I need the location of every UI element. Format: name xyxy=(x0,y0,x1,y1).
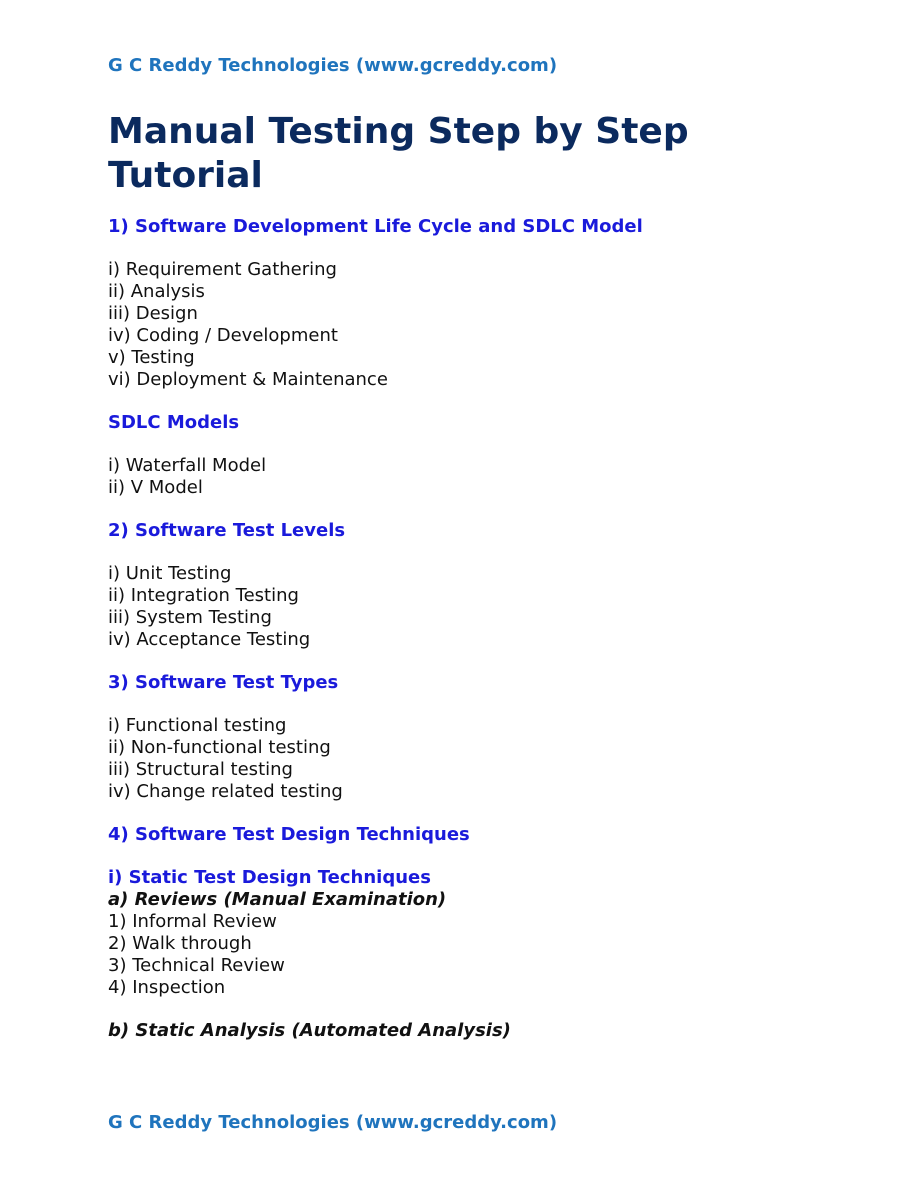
list-item: i) Functional testing xyxy=(108,715,287,736)
list-item: 3) Technical Review xyxy=(108,955,285,976)
section-heading-test-types: 3) Software Test Types xyxy=(108,672,339,693)
list-item: 4) Inspection xyxy=(108,977,226,998)
list-item: i) Unit Testing xyxy=(108,563,232,584)
page-footer: G C Reddy Technologies (www.gcreddy.com) xyxy=(108,1112,558,1133)
list-item: ii) Integration Testing xyxy=(108,585,299,606)
list-item: i) Requirement Gathering xyxy=(108,259,337,280)
section-heading-sdlc: 1) Software Development Life Cycle and SDLC Model xyxy=(108,216,643,237)
page-title: Manual Testing Step by Step Tutorial xyxy=(108,111,689,196)
subsection-heading-reviews: a) Reviews (Manual Examination) xyxy=(108,889,447,910)
list-item: v) Testing xyxy=(108,347,195,368)
list-item: vi) Deployment & Maintenance xyxy=(108,369,388,390)
list-item: iv) Change related testing xyxy=(108,781,343,802)
section-heading-test-levels: 2) Software Test Levels xyxy=(108,520,346,541)
list-item: iii) System Testing xyxy=(108,607,272,628)
list-item: iii) Design xyxy=(108,303,198,324)
list-item: ii) Analysis xyxy=(108,281,205,302)
list-item: 1) Informal Review xyxy=(108,911,277,932)
list-item: iv) Acceptance Testing xyxy=(108,629,311,650)
list-item: 2) Walk through xyxy=(108,933,252,954)
list-item: iv) Coding / Development xyxy=(108,325,338,346)
list-item: iii) Structural testing xyxy=(108,759,293,780)
section-heading-test-design: 4) Software Test Design Techniques xyxy=(108,824,470,845)
list-item: ii) Non-functional testing xyxy=(108,737,331,758)
subsection-heading-static-analysis: b) Static Analysis (Automated Analysis) xyxy=(108,1020,511,1041)
page-header: G C Reddy Technologies (www.gcreddy.com) xyxy=(108,55,558,76)
document-content xyxy=(108,216,868,1042)
list-item: ii) V Model xyxy=(108,477,203,498)
section-heading-sdlc-models: SDLC Models xyxy=(108,412,240,433)
subsection-heading-static: i) Static Test Design Techniques xyxy=(108,867,431,888)
list-item: i) Waterfall Model xyxy=(108,455,267,476)
document-page xyxy=(108,0,868,1188)
